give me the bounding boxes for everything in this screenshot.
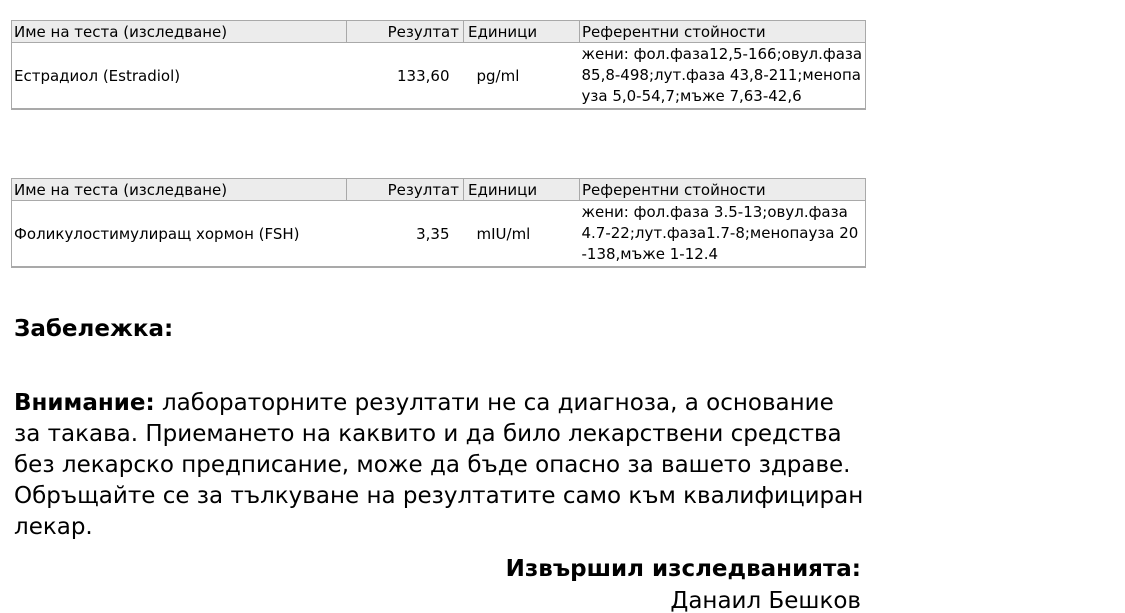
header-reference: Референтни стойности xyxy=(580,179,866,201)
header-test-name: Име на теста (изследване) xyxy=(12,21,347,43)
results-table-fsh xyxy=(11,178,866,267)
warning-paragraph xyxy=(14,388,864,543)
reference-cell: жени: фол.фаза12,5-166;овул.фаза 85,8-498;лут.фаза 43,8-211;менопауза 5,0-54,7;мъже 7,63-42,6 xyxy=(581,45,863,105)
note-heading: Забележка: xyxy=(14,316,174,342)
test-name-cell: Фоликулостимулиращ хормон (FSH) xyxy=(14,224,300,243)
signature-name: Данаил Бешков xyxy=(670,588,861,613)
warning-text: лабораторните резултати не са диагноза, а основание за такава. Приемането на каквито и да било лекарствени средства без лекарско предписание, може да бъде опасно за вашето здраве. Обръщайте се за тълкуване на резултатите само към квалифициран лекар. xyxy=(14,390,864,540)
table-header-row xyxy=(12,179,866,201)
header-reference: Референтни стойности xyxy=(580,21,866,43)
reference-cell: жени: фол.фаза 3.5-13;овул.фаза 4.7-22;лут.фаза1.7-8;менопауза 20-138,мъже 1-12.4 xyxy=(581,203,859,263)
header-units: Единици xyxy=(464,21,580,43)
units-cell: mIU/ml xyxy=(476,224,531,243)
header-test-name: Име на теста (изследване) xyxy=(12,179,347,201)
header-result: Резултат xyxy=(347,179,464,201)
signature-heading: Извършил изследванията: xyxy=(505,556,861,582)
table-row xyxy=(12,201,866,267)
results-table-estradiol xyxy=(11,20,866,109)
units-cell: pg/ml xyxy=(476,66,520,85)
test-name-cell: Естрадиол (Estradiol) xyxy=(14,66,181,85)
header-units: Единици xyxy=(464,179,580,201)
table-row xyxy=(12,43,866,109)
result-cell: 133,60 xyxy=(397,66,450,85)
header-result: Резултат xyxy=(347,21,464,43)
table-header-row xyxy=(12,21,866,43)
warning-label: Внимание: xyxy=(14,390,155,416)
result-cell: 3,35 xyxy=(416,224,450,243)
